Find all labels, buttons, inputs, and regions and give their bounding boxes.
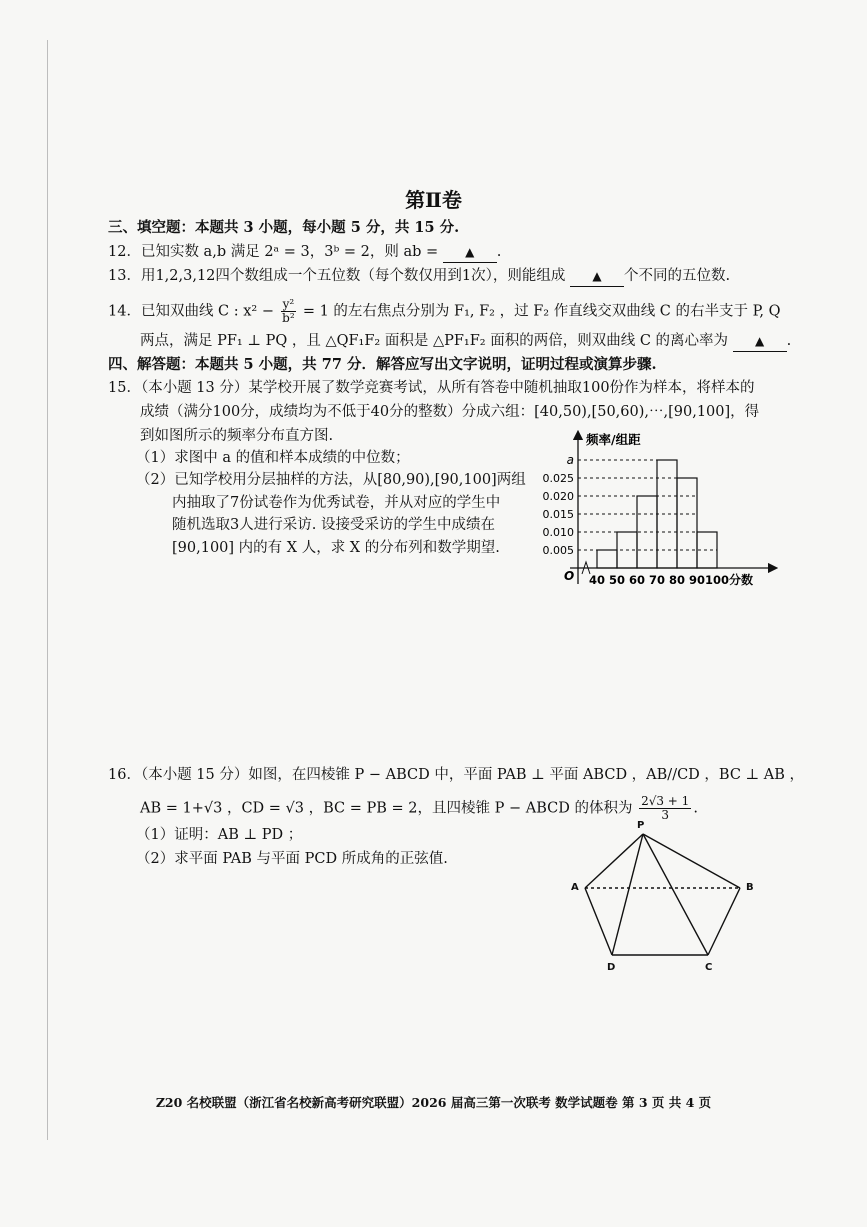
q14-answer-blank[interactable] [733, 331, 787, 352]
y-tick-label: 0.005 [542, 544, 574, 557]
y-tick-label: 0.025 [542, 472, 574, 485]
frequency-histogram [530, 425, 780, 595]
histogram-bar [597, 550, 617, 568]
y-tick-label: 0.020 [542, 490, 574, 503]
vertex-A-label: A [571, 882, 579, 893]
y-tick-label: 0.010 [542, 526, 574, 539]
edge-PD [612, 834, 643, 955]
q15-sub1: （1）求图中 a 的值和样本成绩的中位数； [136, 450, 410, 466]
question-14-line1 [108, 298, 781, 325]
pyramid-figure [565, 815, 775, 980]
q15-sub2-line3: 随机选取3人进行采访. 设接受采访的学生中成绩在 [172, 517, 495, 533]
answer-triangle-icon: ▲ [592, 269, 602, 283]
q14-fraction [281, 298, 297, 325]
q14-suffix: . [786, 333, 792, 349]
vertex-P-label: P [637, 820, 645, 831]
x-axis-label: 分数 [729, 573, 754, 587]
x-tick-label: 40 [588, 573, 606, 587]
question-14-line2 [140, 331, 791, 352]
y-axis-label: 频率/组距 [586, 432, 641, 447]
q15-sub2-line4: [90,100] 内的有 X 人，求 X 的分布列和数学期望. [172, 540, 500, 556]
section-title: 第Ⅱ卷 [405, 188, 462, 212]
x-tick-label: 70 [648, 573, 666, 587]
x-tick-label: 80 [668, 573, 686, 587]
x-tick-label: 100 [704, 573, 730, 587]
answer-triangle-icon: ▲ [465, 245, 475, 259]
q15-sub2-line1: （2）已知学校用分层抽样的方法，从[80,90),[90,100]两组 [136, 472, 526, 488]
q12-suffix: . [496, 244, 502, 260]
vertex-B-label: B [746, 882, 754, 893]
part3-heading: 三、填空题：本题共 3 小题，每小题 5 分，共 15 分. [108, 219, 460, 236]
q13-suffix: 个不同的五位数. [624, 268, 731, 284]
q15-line2: 成绩（满分100分，成绩均为不低于40分的整数）分成六组：[40,50),[50,60),⋯,[90,100]，得 [140, 404, 760, 420]
y-tick-label: 0.015 [542, 508, 574, 521]
q16-suffix: . [693, 800, 698, 817]
question-13 [108, 266, 730, 287]
q12-text: 12．已知实数 a,b 满足 2ᵃ = 3，3ᵇ = 2，则 ab = [108, 244, 439, 260]
q15-line3: 到如图所示的频率分布直方图. [140, 428, 334, 444]
q14-text-b: = 1 的左右焦点分别为 F₁, F₂ ，过 F₂ 作直线交双曲线 C 的右半支于 P, Q [302, 303, 781, 320]
q16-sub1: （1）证明：AB ⊥ PD ； [136, 827, 303, 843]
part4-heading: 四、解答题：本题共 5 小题，共 77 分．解答应写出文字说明，证明过程或演算步骤. [108, 356, 657, 373]
q13-text: 13．用1,2,3,12四个数组成一个五位数（每个数仅用到1次），则能组成 [108, 268, 566, 284]
q14-frac-den: b² [282, 311, 295, 325]
y-tick-label: a [566, 453, 574, 467]
q14-text-a: 14．已知双曲线 C : x² − [108, 303, 275, 320]
edge-AD [585, 888, 612, 955]
page-footer: Z20 名校联盟（浙江省名校新高考研究联盟）2026 届高三第一次联考 数学试题卷 第 3 页 共 4 页 [155, 1095, 712, 1110]
x-tick-label: 90 [688, 573, 706, 587]
edge-BC [708, 888, 740, 955]
q16-line1: 16．（本小题 15 分）如图，在四棱锥 P − ABCD 中，平面 PAB ⊥ 平面 ABCD ，AB//CD ，BC ⊥ AB ， [108, 767, 805, 783]
q16-vol-den: 3 [661, 808, 670, 822]
question-12 [108, 242, 501, 263]
q16-text: AB = 1+√3 ，CD = √3 ，BC = PB = 2，且四棱锥 P − ABCD 的体积为 [140, 800, 633, 817]
x-tick-label: 50 [608, 573, 626, 587]
x-tick-label: 60 [628, 573, 646, 587]
vertex-D-label: D [607, 962, 616, 973]
edge-PA [585, 834, 643, 888]
vertex-C-label: C [705, 962, 713, 973]
q16-sub2: （2）求平面 PAB 与平面 PCD 所成角的正弦值. [136, 851, 448, 867]
q14-text-c: 两点，满足 PF₁ ⊥ PQ ，且 △QF₁F₂ 面积是 △PF₁F₂ 面积的两倍，则双曲线 C 的离心率为 [140, 333, 729, 349]
histogram-bar [677, 478, 697, 568]
q15-sub2-line2: 内抽取了7份试卷作为优秀试卷，并从对应的学生中 [172, 495, 501, 511]
q14-frac-num: y² [282, 297, 295, 311]
q15-line1: 15．（本小题 13 分）某学校开展了数学竞赛考试，从所有答卷中随机抽取100份作为样本，将样本的 [108, 380, 755, 396]
origin-label: O [564, 569, 575, 583]
q12-answer-blank[interactable] [443, 242, 497, 263]
q16-vol-num: 2√3 + 1 [641, 794, 690, 808]
answer-triangle-icon: ▲ [755, 334, 765, 348]
q13-answer-blank[interactable] [570, 266, 624, 287]
